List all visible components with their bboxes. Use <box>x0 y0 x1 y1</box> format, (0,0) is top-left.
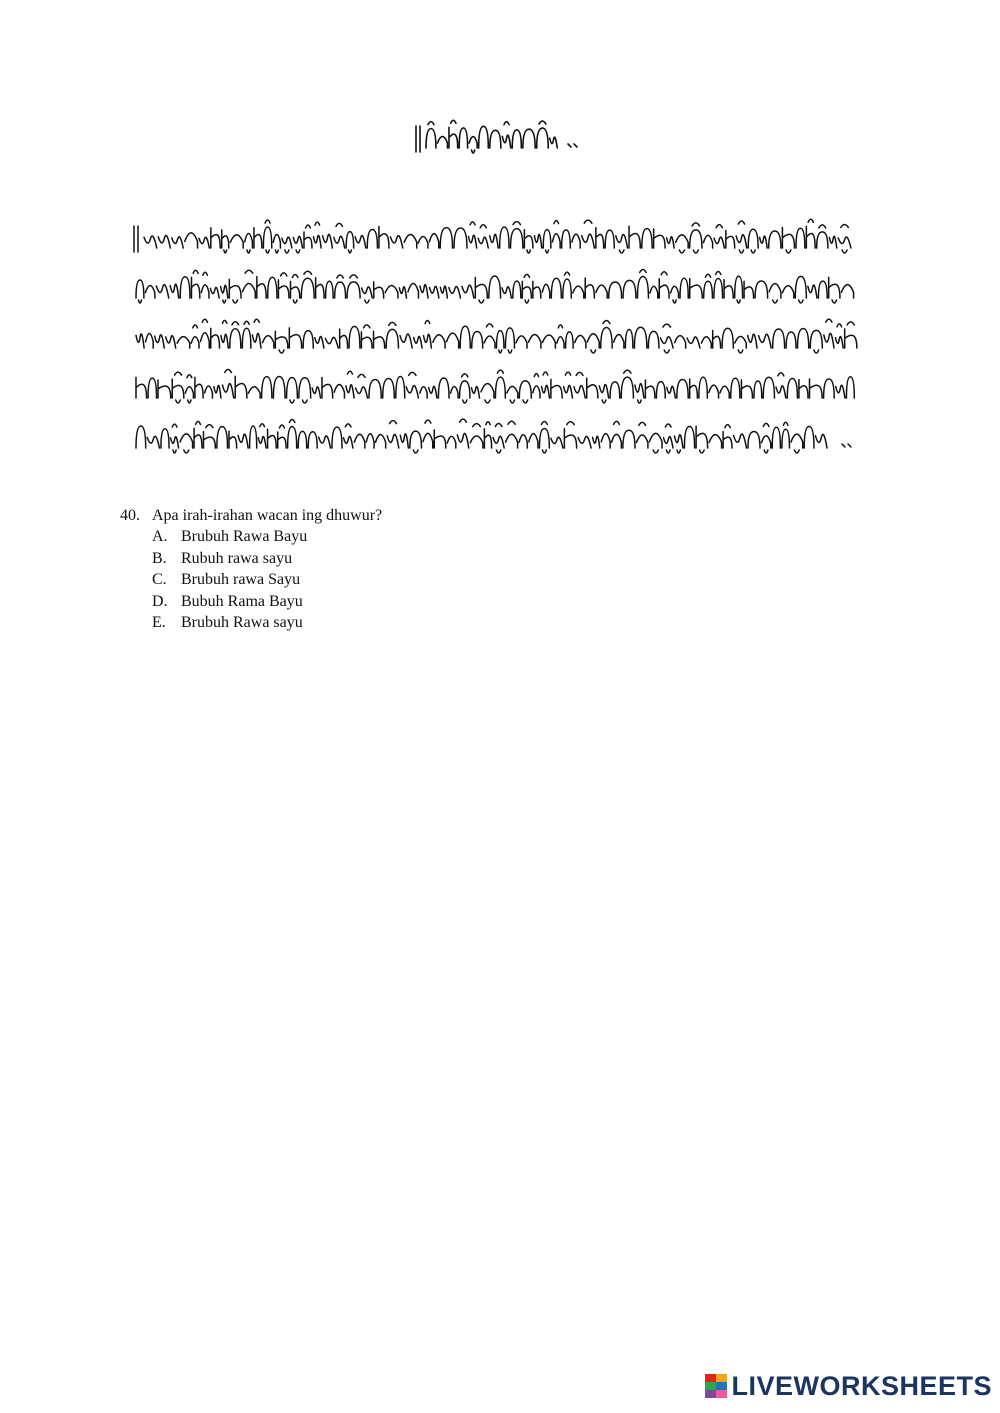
option-text: Brubuh rawa Sayu <box>181 571 301 588</box>
option-b[interactable] <box>152 548 382 570</box>
option-letter: E. <box>152 614 166 631</box>
answer-options <box>152 526 382 634</box>
option-text: Brubuh Rawa Bayu <box>181 528 308 545</box>
liveworksheets-logo-icon <box>705 1374 727 1398</box>
option-letter: A. <box>152 528 168 545</box>
question-stem <box>120 505 382 526</box>
question-block <box>120 505 382 634</box>
option-text: Brubuh Rawa sayu <box>181 614 303 631</box>
liveworksheets-logo <box>705 1371 992 1401</box>
option-e[interactable] <box>152 612 382 634</box>
option-letter: D. <box>152 592 168 610</box>
question-number: 40. <box>120 507 140 524</box>
option-c[interactable] <box>152 569 382 591</box>
javanese-script-passage <box>130 218 865 468</box>
brand-name: LIVEWORKSHEETS <box>731 1370 992 1401</box>
option-d[interactable] <box>152 591 382 613</box>
option-letter: C. <box>152 571 167 588</box>
option-letter: B. <box>152 549 167 567</box>
option-text: Bubuh Rama Bayu <box>181 592 303 610</box>
option-text: Rubuh rawa sayu <box>181 549 293 567</box>
option-a[interactable] <box>152 526 382 548</box>
javanese-script-title <box>412 118 582 158</box>
question-text: Apa irah-irahan wacan ing dhuwur? <box>152 507 383 524</box>
